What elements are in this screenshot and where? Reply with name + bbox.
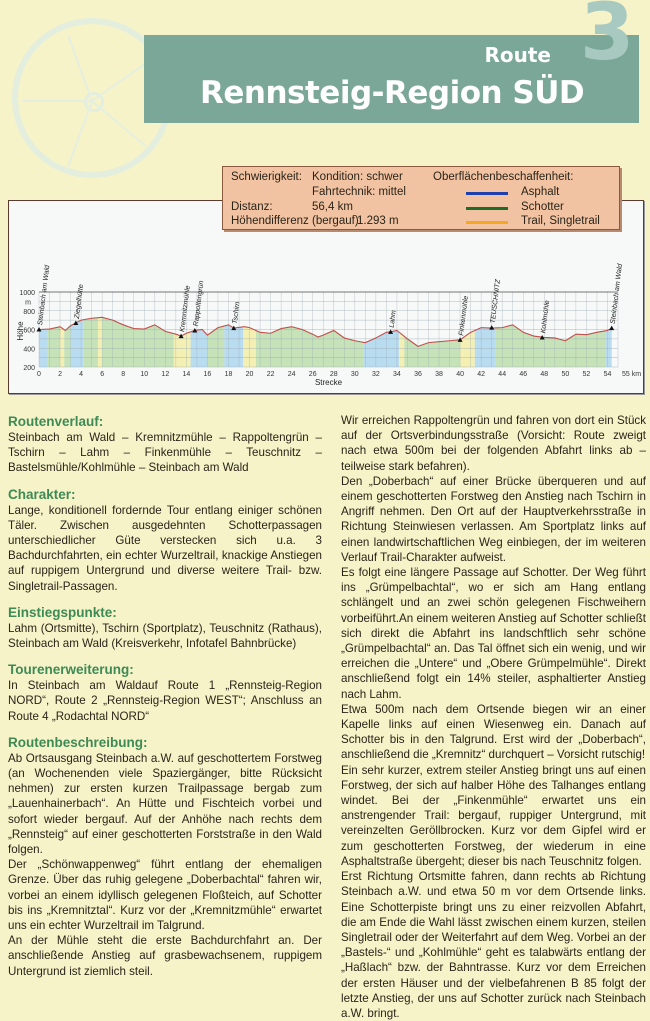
description-para-9: Erst Richtung Ortsmitte fahren, dann rechts ab Richtung Steinbach a.W. und etwa 50 m vor dem Ortsende links. Eine Schotterpiste bringt uns zu einer reizvollen Abfahrt, die am Ende die Wahl lässt zwischen einem kurzen, steilen Singletrail oder der Weiterfahrt auf dem Weg. Vorbei an der „Bastels-“ und „Kohlmühle“ geht es talabwärts entlang der „Haßlach“ bzw. der Bahntrasse. Kurz vor dem Erreichen der ersten Häuser und der vielbefahrenen B 85 folgt der letzte Anstieg, der uns auf Schotter zurück nach Steinbach a.W. bringt.	[341, 870, 646, 1020]
right-text-column	[341, 413, 646, 1021]
description-para-6: Es folgt eine längere Passage auf Schotter. Der Weg führt ins „Grümpelbachtal“, wo er sich am Hang entlang schlängelt und an zwei schön gelegenen Fischweihern vorbeiführt.An einem weiteren Anstieg auf Schotter schließt sich direkt die Abfahrt ins landschftlich sehr schöne „Grümpelbachtal“ an. Das Tal öffnet sich ein wenig, und wir erreichen die „Untere“ und „Obere Grümpelmühle“. Direkt anschließend folgt ein 14% steiler, asphaltierter Anstieg nach Lahm.	[341, 566, 646, 701]
surface-segment-trail	[399, 332, 404, 367]
description-para-5: Den „Doberbach“ auf einer Brücke überqueren und auf einem geschotterten Forstweg den Anstieg nach Tschirn in Angriff nehmen. Den Ort auf der Hauptverkehrsstraße in Richtung Steinwiesen verlassen. Am Sportplatz links auf einen landwirtschaftlichen Weg einbiegen, der im weiteren Verlauf Trail-Charakter aufweist.	[341, 474, 646, 564]
section-heading-routenbeschreibung: Routenbeschreibung:	[8, 734, 148, 750]
legend-asphalt-label: Asphalt	[521, 186, 560, 198]
waypoint-label: Lahm	[388, 309, 398, 329]
x-tick-label: 32	[371, 371, 380, 378]
legend-schotter-label: Schotter	[521, 201, 564, 213]
x-tick-label: 46	[519, 371, 528, 378]
surface-segment-schotter	[83, 318, 98, 367]
x-tick-label: 50	[561, 371, 570, 378]
routenverlauf-text: Steinbach am Wald – Kremnitzmühle – Rappoltengrün – Tschirn – Lahm – Finkenmühle – Teuschnitz – Bastelsmühle/Kohlmühle – Steinbach am Wald	[8, 431, 322, 475]
route-number: 3	[580, 0, 635, 78]
waypoint-marker-icon	[489, 325, 494, 330]
x-tick-label: 28	[329, 371, 338, 378]
distance-value: 56,4 km	[312, 201, 353, 213]
surface-segment-asphalt	[224, 325, 243, 367]
waypoint-label: Steinbach am Wald	[37, 264, 52, 326]
waypoint-label: Ziegelhütte	[73, 283, 86, 320]
x-tick-label: 38	[435, 371, 443, 378]
section-heading-routenverlauf: Routenverlauf:	[8, 414, 104, 429]
section-heading-tourenerweiterung: Tourenerweiterung:	[8, 662, 134, 678]
description-para-4: Wir erreichen Rappoltengrün und fahren von dort ein Stück auf der Ortsverbindungsstraße (Vorsicht: Route zweigt nach etwa 500m bei der folgenden Abfahrt links ab – teilweise stark befahren).	[341, 414, 646, 473]
routenbeschreibung-para-2: Der „Schönwappenweg“ führt entlang der ehemaligen Grenze. Über das ruhig gelegene „Doberbachtal“ fahren wir, vorbei an einem idyllisch gelegenen Floßteich, auf Schotter bis ins „Kremnitztal“. Kurz vor der „Kremnitzmühle“ erwartet uns ein echter Wurzeltrail im Talgrund.	[8, 858, 322, 933]
x-tick-label: 10	[140, 371, 149, 378]
routenbeschreibung-para-3: An der Mühle steht die erste Bachdurchfahrt an. Der anschließende Anstieg auf grasbewachsenem, ruppigem Untergrund ist ziemlich steil.	[8, 934, 322, 978]
x-axis-label: Strecke	[314, 378, 343, 387]
legend-trail-label: Trail, Singletrail	[521, 215, 600, 227]
surface-segment-asphalt	[363, 330, 399, 367]
elevation-label: Höhendifferenz (bergauf):	[231, 215, 362, 227]
x-tick-label: 36	[414, 371, 422, 378]
surface-segment-schotter	[64, 326, 70, 367]
waypoint-label: Kremnitzmühle	[179, 285, 192, 333]
charakter-text: Lange, konditionell fordernde Tour entlang einiger schönen Täler. Zwischen ausgedehnten Schotterpassagen unterschiedlicher Güte verstecken sich u.a. 3 Bachdurchfahrten, ein echter Wurzeltrail, knackige Anstiegen auf ruppigem Untergrund und diverse weitere Trail- bzw. Singletrail-Passagen.	[8, 503, 322, 593]
waypoint-label: Rappoltengrün	[192, 280, 206, 327]
difficulty-label: Schwierigkeit:	[231, 171, 302, 183]
trail-legend-swatch	[466, 221, 508, 224]
page-title: Rennsteig-Region SÜD	[200, 75, 585, 111]
route-info-box	[222, 166, 620, 230]
surface-segment-trail	[60, 327, 64, 367]
description-para-7: Etwa 500m nach dem Ortsende biegen wir an einer Kapelle links auf einen Wiesenweg ein. Danach auf Schotter bis in den Talgrund. Erst wird der „Doberbach“, anschließend die „Kremnitz“ durchquert – Vorsicht rutschig!	[341, 702, 646, 762]
x-tick-label: 4	[79, 371, 84, 378]
asphalt-legend-swatch	[466, 192, 508, 195]
waypoint-label: Finkenmühle	[458, 295, 470, 337]
surface-segment-asphalt	[71, 320, 84, 367]
y-unit-label: m	[25, 299, 31, 307]
x-tick-label: 34	[393, 371, 401, 378]
wheel-spoke	[22, 100, 92, 102]
section-heading-charakter: Charakter:	[8, 486, 76, 502]
x-tick-label: 16	[203, 371, 212, 378]
x-tick-label: 18	[224, 371, 233, 378]
x-tick-label: 48	[540, 371, 549, 378]
surface-label: Oberflächenbeschaffenheit:	[433, 171, 574, 183]
x-tick-label: 54	[603, 371, 612, 378]
x-tick-label: 52	[582, 371, 591, 378]
y-tick-label: 1000	[19, 290, 35, 297]
x-tick-label: 20	[245, 371, 254, 378]
x-tick-label: 24	[287, 371, 296, 378]
waypoint-label: Kohlmühle	[540, 300, 552, 334]
title-band	[144, 35, 639, 123]
waypoint-label: Tschirn	[231, 301, 242, 325]
schotter-legend-swatch	[466, 207, 508, 210]
x-tick-label: 22	[266, 371, 275, 378]
waypoint-label: TEUSCHNITZ	[489, 279, 503, 324]
x-tick-label: 55 km	[622, 371, 642, 378]
surface-segment-schotter	[496, 325, 605, 367]
condition-value: Kondition: schwer	[312, 171, 403, 183]
description-para-8: Ein sehr kurzer, extrem steiler Anstieg bringt uns auf einen Forstweg, der sich auf halber Höhe des Talhanges entlang windet. Bei der „Finkenmühle“ erwartet uns ein anstrengender Trail: bergauf, ruppiger Untergrund, mit vereinzelten Geröllbrocken. Kurz vor dem Gipfel wird er zum geschotterten Forstweg, der wiederum in eine Asphaltstraße übergeht; dieser bis nach Teuschnitz folgen.	[341, 763, 646, 868]
section-heading-einstiegspunkte: Einstiegspunkte:	[8, 604, 117, 620]
x-tick-label: 42	[477, 371, 486, 378]
waypoint-marker-icon	[609, 326, 614, 331]
elevation-value: 1.293 m	[357, 215, 399, 227]
x-tick-label: 14	[182, 371, 191, 378]
x-tick-label: 30	[350, 371, 359, 378]
y-tick-label: 200	[23, 365, 35, 372]
x-tick-label: 12	[161, 371, 170, 378]
y-tick-label: 400	[23, 346, 35, 354]
left-text-column	[8, 413, 322, 979]
surface-segment-asphalt	[475, 328, 496, 367]
x-tick-label: 40	[456, 371, 464, 378]
surface-segment-asphalt	[605, 328, 611, 367]
surface-segment-trail	[98, 317, 102, 367]
surface-segment-schotter	[102, 317, 174, 367]
route-label: Route	[484, 43, 551, 67]
x-tick-label: 6	[100, 371, 105, 378]
tourenerweiterung-text: In Steinbach am Waldauf Route 1 „Rennsteig-Region NORD“, Route 2 „Rennsteig-Region WEST“; Anschluss an Route 4 „Rodachtal NORD“	[8, 679, 322, 723]
x-tick-label: 0	[37, 371, 41, 378]
waypoint-label: Steinbach am Wald	[609, 263, 625, 325]
y-axis-label: Höhe	[16, 321, 25, 341]
surface-segment-schotter	[207, 326, 224, 367]
x-tick-label: 8	[121, 371, 126, 378]
y-tick-label: 600	[23, 327, 35, 335]
distance-label: Distanz:	[231, 201, 273, 213]
x-tick-label: 2	[58, 371, 63, 378]
surface-segment-schotter	[47, 327, 60, 367]
einstiegspunkte-text: Lahm (Ortsmitte), Tschirn (Sportplatz), Teuschnitz (Rathaus), Steinbach am Wald (Kreisverkehr, Infotafel Bahnbrücke)	[8, 621, 322, 651]
x-tick-label: 26	[308, 371, 317, 378]
y-tick-label: 800	[23, 308, 35, 316]
x-tick-label: 44	[498, 371, 507, 378]
technique-value: Fahrtechnik: mittel	[312, 186, 406, 198]
routenbeschreibung-para-1: Ab Ortsausgang Steinbach a.W. auf geschottertem Forstweg (an Wochenenden viele Spaziergänger, bitte Rücksicht nehmen) zur ersten kurzen Trailpassage bergab zum „Lauenhainerbach“. An Hütte und Fischteich vorbei und sofort wieder bergauf. Auf der Anhöhe nach rechts dem „Rennsteig“ auf einer geschotterten Forststraße in den Wald folgen.	[8, 751, 322, 857]
